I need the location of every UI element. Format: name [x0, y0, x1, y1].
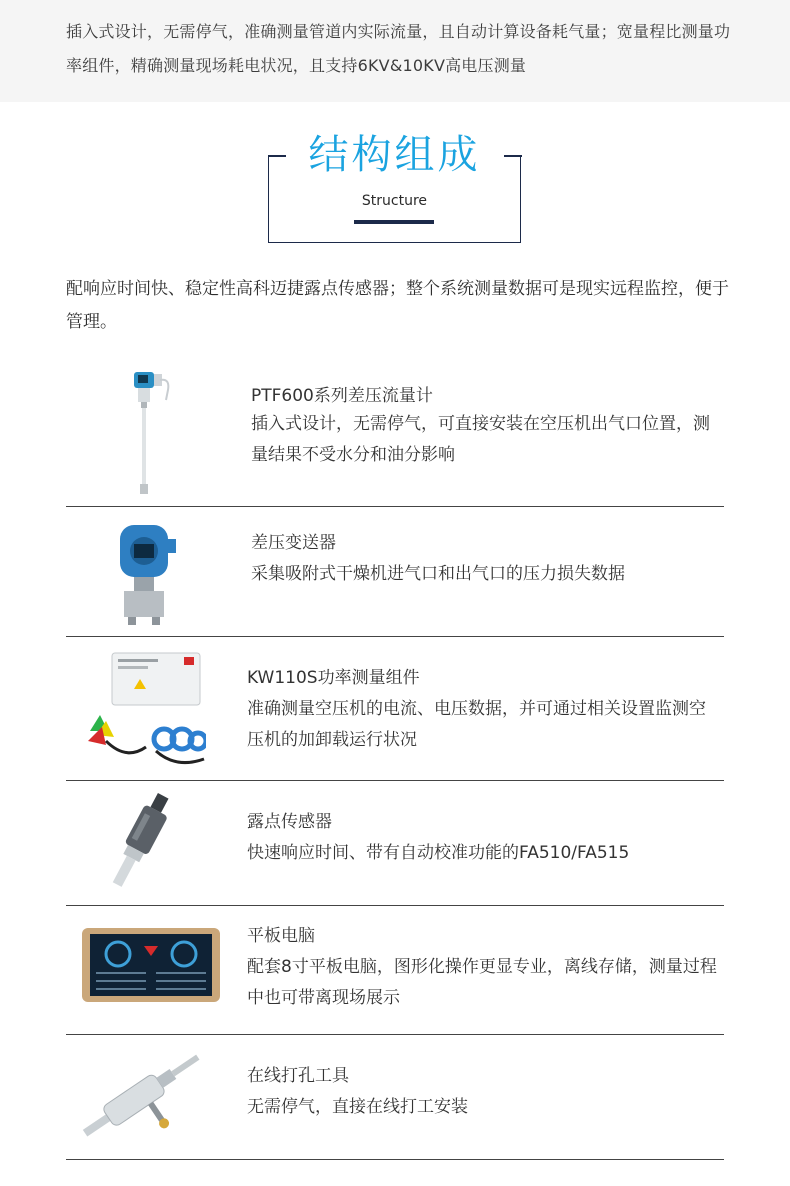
product-description: 快速响应时间、带有自动校准功能的FA510/FA515: [247, 843, 630, 863]
product-title: PTF600系列差压流量计: [251, 386, 433, 406]
product-item-pressure-transmitter: [66, 507, 724, 637]
row-divider: [66, 1159, 724, 1160]
product-description: 配套8寸平板电脑，图形化操作更显专业，离线存储，测量过程中也可带离现场展示: [247, 957, 717, 1008]
product-title: 在线打孔工具: [247, 1066, 349, 1086]
product-description: 准确测量空压机的电流、电压数据，并可通过相关设置监测空压机的加卸载运行状况: [247, 699, 706, 750]
product-title: KW110S功率测量组件: [247, 668, 420, 688]
product-description: 插入式设计，无需停气，可直接安装在空压机出气口位置，测量结果不受水分和油分影响: [251, 414, 710, 465]
drilling-tool-image: [72, 1041, 212, 1151]
power-meter-kit-image: [86, 651, 206, 771]
section-description: 配响应时间快、稳定性高科迈捷露点传感器；整个系统测量数据可是现实远程监控，便于管理。: [66, 279, 729, 332]
product-item-drilling-tool: [66, 1035, 724, 1160]
product-item-flowmeter: [66, 366, 724, 507]
product-item-tablet: [66, 906, 724, 1035]
product-item-dew-point-sensor: [66, 781, 724, 906]
pressure-transmitter-image: [116, 517, 180, 629]
product-title: 露点传感器: [247, 812, 332, 832]
dew-point-sensor-image: [96, 791, 186, 897]
intro-banner: [0, 0, 790, 102]
flowmeter-image: [126, 366, 176, 500]
product-title: 平板电脑: [247, 926, 315, 946]
section-underline: [354, 220, 434, 224]
intro-text: 插入式设计，无需停气，准确测量管道内实际流量，且自动计算设备耗气量；宽量程比测量功率组件，精确测量现场耗电状况，且支持6KV&10KV高电压测量: [66, 22, 731, 75]
tablet-image: [82, 928, 220, 1002]
product-title: 差压变送器: [251, 533, 336, 553]
product-description: 无需停气，直接在线打工安装: [247, 1097, 468, 1117]
product-description: 采集吸附式干燥机进气口和出气口的压力损失数据: [251, 564, 625, 584]
section-title: 结构组成: [308, 132, 481, 178]
section-subtitle: Structure: [361, 193, 428, 209]
product-item-power-meter: [66, 637, 724, 781]
